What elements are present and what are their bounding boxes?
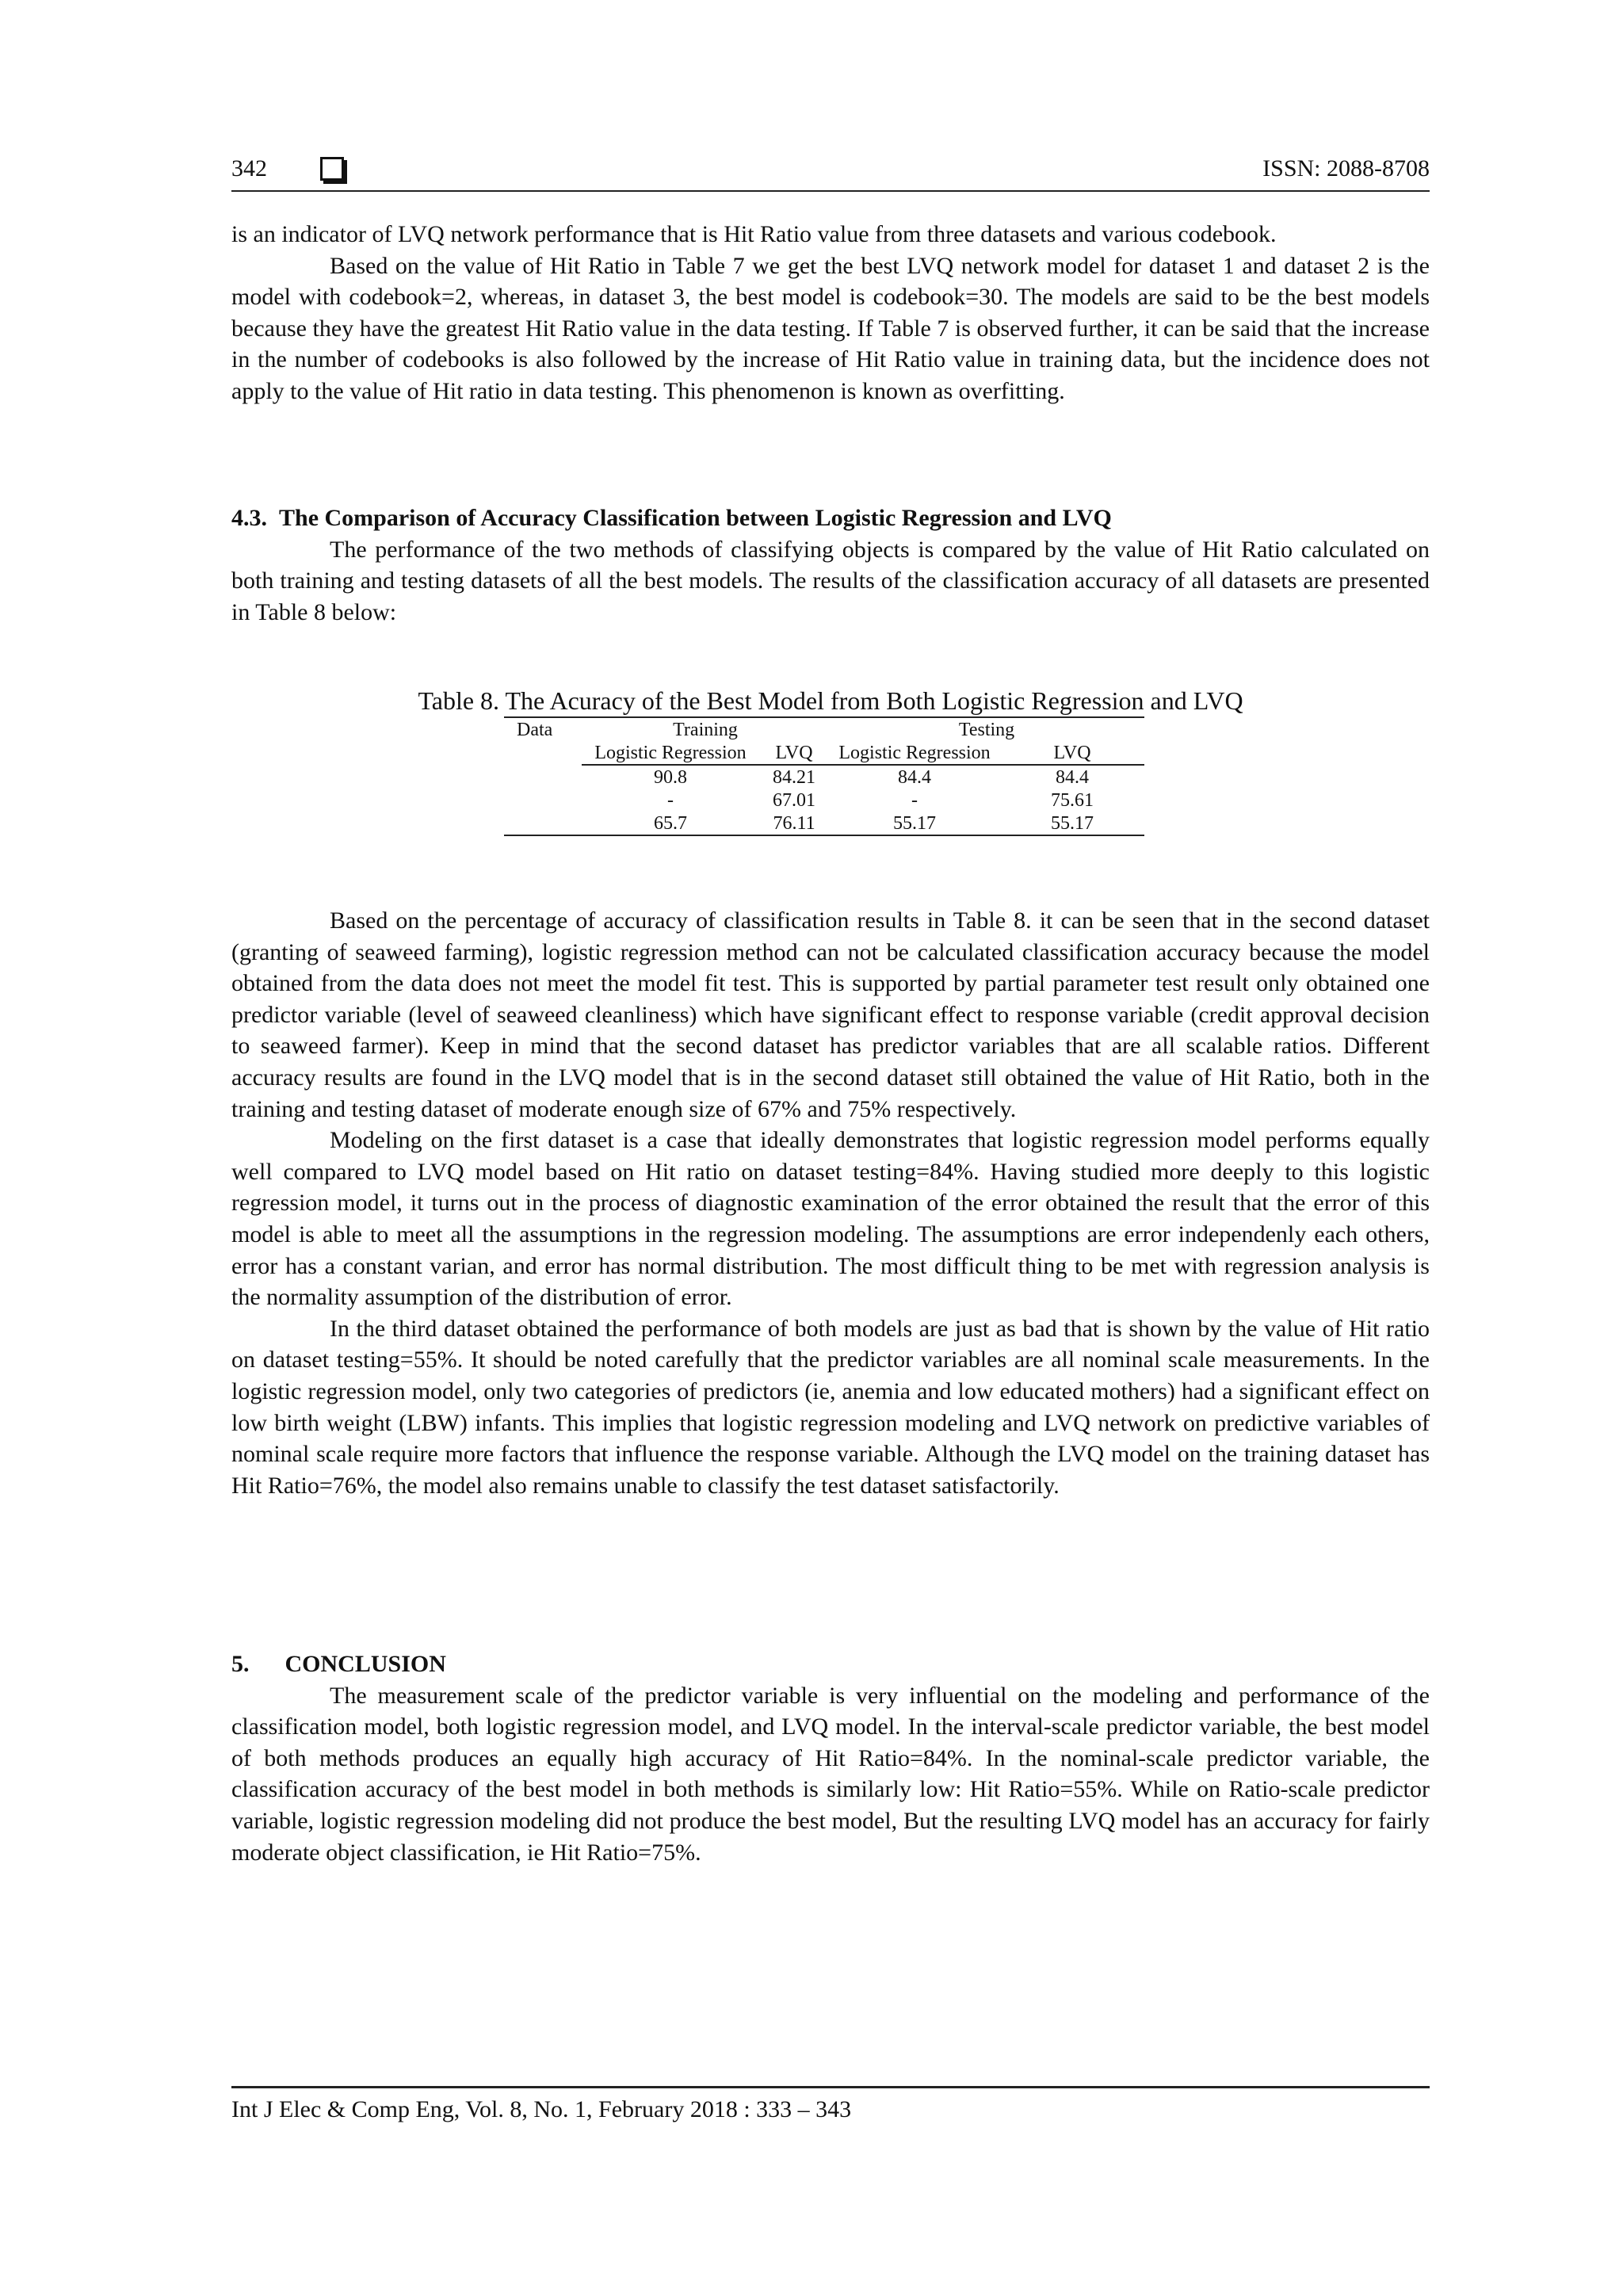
issn-label: ISSN: 2088-8708 xyxy=(1262,155,1430,181)
results-table xyxy=(504,716,1144,836)
table-row xyxy=(504,765,1144,789)
cell-data xyxy=(504,789,582,812)
discussion-paragraph-2: Modeling on the first dataset is a case that ideally demonstrates that logistic regression model performs equally well compared to LVQ model based on Hit ratio on dataset testing=84%. Having studied more deeply to this logistic regression model, it turns out in the process of diagnostic examination of the error obtained the result that the error of this model is able to meet all the assumptions in the regression modeling. The assumptions are error independenly each others, error has a constant varian, and error has normal distribution. The most difficult thing to be met with regression analysis is the normality assumption of the distribution of error. xyxy=(231,1127,1430,1311)
group-header-testing: Testing xyxy=(829,717,1144,741)
table-header-row xyxy=(504,717,1144,741)
cell-test-lr: - xyxy=(911,789,918,811)
intro-paragraph: Based on the value of Hit Ratio in Table 7 we get the best LVQ network model for dataset 1 and dataset 2 is the model with codebook=2, whereas, in dataset 3, the best model is codebook=30. The models are said to be the best models because they have the greatest Hit Ratio value in the data testing. If Table 7 is observed further, it can be said that the increase in the number of codebooks is also followed by the increase of Hit Ratio value in training data, but the incidence does not apply to the value of Hit ratio in data testing. This phenomenon is known as overfitting. xyxy=(231,252,1430,404)
col-header-data: Data xyxy=(504,717,582,741)
intro-continuation: is an indicator of LVQ network performance that is Hit Ratio value from three datasets and various codebook. xyxy=(231,221,1277,247)
cell-train-lr: 65.7 xyxy=(582,812,759,835)
col-header-blank xyxy=(504,741,582,765)
discussion-block xyxy=(231,905,1430,1501)
cell-test-lr: 84.4 xyxy=(898,766,932,788)
cell-train-lr: - xyxy=(667,789,674,811)
cell-test-lvq: 75.61 xyxy=(1051,789,1094,811)
square-bullet-icon xyxy=(320,157,344,181)
conclusion-section xyxy=(231,1648,1430,1868)
conclusion-heading: 5. CONCLUSION xyxy=(231,1651,446,1677)
col-header-test-lvq: LVQ xyxy=(1000,741,1144,765)
intro-block xyxy=(231,219,1430,407)
discussion-paragraph-1: Based on the percentage of accuracy of classification results in Table 8. it can be seen that in the second dataset (granting of seaweed farming), logistic regression method can not be calculated classification accuracy because the model obtained from the data does not meet the model fit test. This is supported by partial parameter test result only obtained one predictor variable (level of seaweed cleanliness) which have significant effect to response variable (credit approval decision to seaweed farmer). Keep in mind that the second dataset has predictor variables that are all scalable ratios. Different accuracy results are found in the LVQ model that is in the second dataset still obtained the value of Hit Ratio, both in the training and testing dataset of moderate enough size of 67% and 75% respectively. xyxy=(231,907,1430,1122)
cell-train-lvq: 76.11 xyxy=(759,812,829,835)
footer-rule xyxy=(231,2086,1430,2088)
col-header-train-lvq: LVQ xyxy=(759,741,829,765)
table-8 xyxy=(504,716,1144,836)
col-header-test-lr: Logistic Regression xyxy=(829,741,1000,765)
page-number: 342 xyxy=(231,155,267,181)
cell-train-lr: 90.8 xyxy=(654,766,687,788)
table-subheader-row xyxy=(504,741,1144,765)
footer-citation: Int J Elec & Comp Eng, Vol. 8, No. 1, February 2018 : 333 – 343 xyxy=(231,2096,852,2122)
section-4-3-paragraph: The performance of the two methods of classifying objects is compared by the value of Hit Ratio calculated on both training and testing datasets of all the best models. The results of the classification accuracy of all datasets are presented in Table 8 below: xyxy=(231,536,1430,625)
cell-train-lvq: 84.21 xyxy=(773,766,815,788)
table-row xyxy=(504,789,1144,812)
cell-data xyxy=(504,812,582,835)
cell-train-lvq: 67.01 xyxy=(773,789,815,811)
section-4-3 xyxy=(231,502,1430,628)
conclusion-paragraph: The measurement scale of the predictor variable is very influential on the modeling and performance of the classification model, both logistic regression model, and LVQ model. In the interval-scale predictor variable, the best model of both methods produces an equally high accuracy of Hit Ratio=84%. In the nominal-scale predictor variable, the classification accuracy of the best model in both methods is similarly low: Hit Ratio=55%. While on Ratio-scale predictor variable, logistic regression modeling did not produce the best model, But the resulting LVQ model has an accuracy for fairly moderate object classification, ie Hit Ratio=75%. xyxy=(231,1682,1430,1866)
table-8-caption: Table 8. The Acuracy of the Best Model from Both Logistic Regression and LVQ xyxy=(418,686,1243,715)
cell-test-lr: 55.17 xyxy=(829,812,1000,835)
header-rule xyxy=(231,190,1430,192)
cell-test-lvq: 84.4 xyxy=(1056,766,1090,788)
table-row xyxy=(504,812,1144,835)
section-4-3-heading: 4.3. The Comparison of Accuracy Classification between Logistic Regression and LVQ xyxy=(231,505,1112,531)
page-header xyxy=(231,155,1430,189)
cell-data xyxy=(504,765,582,789)
col-header-train-lr: Logistic Regression xyxy=(582,741,759,765)
discussion-paragraph-3: In the third dataset obtained the performance of both models are just as bad that is shown by the value of Hit ratio on dataset testing=55%. It should be noted carefully that the predictor variables are all nominal scale measurements. In the logistic regression model, only two categories of predictors (ie, anemia and low educated mothers) had a significant effect on low birth weight (LBW) infants. This implies that logistic regression modeling and LVQ network on predictive variables of nominal scale require more factors that influence the response variable. Although the LVQ model on the training dataset has Hit Ratio=76%, the model also remains unable to classify the test dataset satisfactorily. xyxy=(231,1315,1430,1499)
group-header-training: Training xyxy=(582,717,829,741)
cell-test-lvq: 55.17 xyxy=(1000,812,1144,835)
